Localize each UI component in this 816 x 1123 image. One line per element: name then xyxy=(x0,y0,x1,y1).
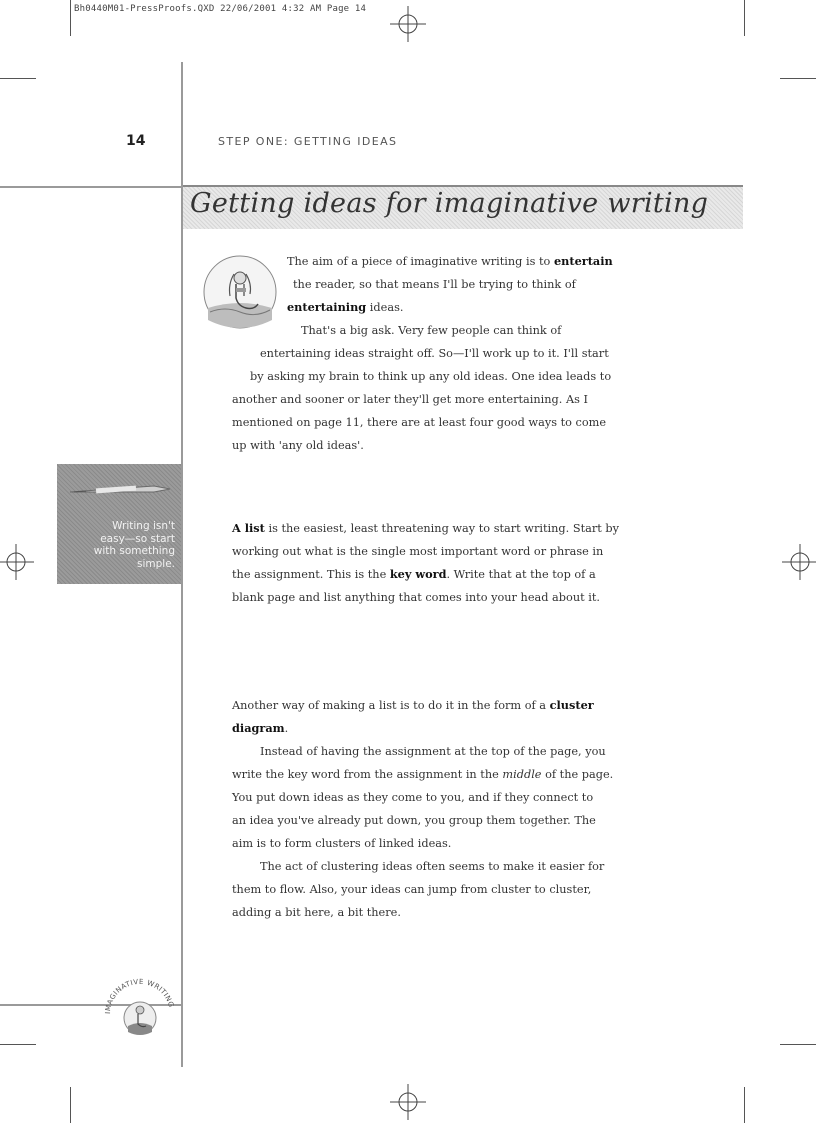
text-line: mentioned on page 11, there are at least four good ways to come xyxy=(232,416,607,429)
svg-text:IMAGINATIVE WRITING: IMAGINATIVE WRITING xyxy=(103,977,176,1015)
text-run: of the page. xyxy=(541,768,614,781)
text-run: write the key word from the assignment in the xyxy=(232,768,503,781)
text-line: Instead of having the assignment at the top of the page, you xyxy=(260,745,606,758)
emphasis-middle: middle xyxy=(502,768,542,781)
text-run: The aim of a piece of imaginative writing is to xyxy=(287,255,554,268)
emphasis-entertain: entertain xyxy=(553,254,613,268)
sidebar-line: Writing isn't xyxy=(112,520,175,532)
crop-mark xyxy=(744,1087,745,1123)
emphasis-diagram: diagram xyxy=(232,721,285,735)
registration-mark-icon xyxy=(388,1082,428,1122)
crop-mark xyxy=(70,0,71,36)
sidebar-line: simple. xyxy=(137,557,175,570)
registration-mark-icon xyxy=(388,4,428,44)
text-line xyxy=(232,763,613,786)
text-line xyxy=(232,517,619,540)
mermaid-illustration-icon xyxy=(200,250,280,340)
text-line: blank page and list anything that comes into your head about it. xyxy=(232,591,600,604)
text-line: That's a big ask. Very few people can think of xyxy=(301,324,562,337)
text-line: adding a bit here, a bit there. xyxy=(232,906,401,919)
crop-mark xyxy=(70,1087,71,1123)
emphasis-entertaining: entertaining xyxy=(287,300,367,314)
text-line xyxy=(287,296,403,319)
text-run: . xyxy=(284,722,289,735)
registration-mark-icon xyxy=(0,542,36,582)
text-line: the reader, so that means I'll be trying to think of xyxy=(293,278,576,291)
registration-mark-icon xyxy=(780,542,816,582)
section-title: Getting ideas for imaginative writing xyxy=(190,188,709,219)
text-line: them to flow. Also, your ideas can jump from cluster to cluster, xyxy=(232,883,592,896)
text-line: another and sooner or later they'll get more entertaining. As I xyxy=(232,393,588,406)
text-line xyxy=(232,694,594,717)
crop-mark xyxy=(0,78,36,79)
crop-mark xyxy=(780,1044,816,1045)
text-run: the assignment. This is the xyxy=(232,568,390,581)
text-line xyxy=(287,250,613,273)
text-run: Another way of making a list is to do it in the form of a xyxy=(232,699,550,712)
text-run: ideas. xyxy=(366,301,404,314)
title-band-rule xyxy=(183,185,743,187)
sidebar-line: with something xyxy=(93,545,175,557)
running-head: STEP ONE: GETTING IDEAS xyxy=(218,135,398,148)
text-line: entertaining ideas straight off. So—I'll work up to it. I'll start xyxy=(260,347,609,360)
emphasis-key-word: key word xyxy=(389,567,447,581)
print-slug: Bh0440M01-PressProofs.QXD 22/06/2001 4:32 AM Page 14 xyxy=(74,4,367,14)
page-number: 14 xyxy=(126,133,146,149)
text-run: is the easiest, least threatening way to start writing. Start by xyxy=(264,522,619,535)
text-line xyxy=(232,563,596,586)
header-rule xyxy=(0,186,183,188)
crop-mark xyxy=(780,78,816,79)
text-line: You put down ideas as they come to you, and if they connect to xyxy=(232,791,594,804)
emphasis-cluster: cluster xyxy=(549,698,594,712)
crop-mark xyxy=(744,0,745,36)
text-line: an idea you've already put down, you group them together. The xyxy=(232,814,596,827)
sidebar-note-text xyxy=(60,520,175,570)
crop-mark xyxy=(0,1044,36,1045)
sidebar-line: easy—so start xyxy=(100,532,175,545)
text-line: working out what is the single most important word or phrase in xyxy=(232,545,604,558)
text-run: . Write that at the top of a xyxy=(446,568,596,581)
text-line: up with 'any old ideas'. xyxy=(232,439,364,452)
text-line xyxy=(232,717,288,740)
text-line: by asking my brain to think up any old ideas. One idea leads to xyxy=(250,370,612,383)
pen-icon xyxy=(66,478,176,502)
emphasis-a-list: A list xyxy=(232,521,265,535)
text-line: The act of clustering ideas often seems to make it easier for xyxy=(260,860,605,873)
text-line: aim is to form clusters of linked ideas. xyxy=(232,837,452,850)
imaginative-writing-logo-icon xyxy=(100,970,180,1050)
